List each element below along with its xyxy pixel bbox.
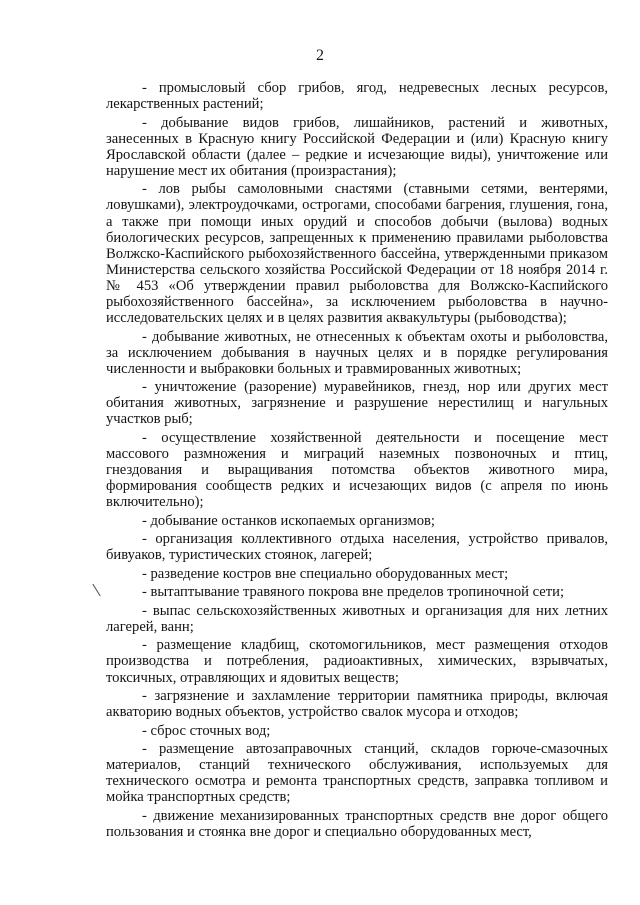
- stray-pen-mark: [92, 584, 100, 596]
- list-item-wastewater: - сброс сточных вод;: [142, 722, 271, 739]
- list-item-trampling: - вытаптывание травяного покрова вне пределов тропиночной сети;: [142, 584, 565, 601]
- list-item-campfires: - разведение костров вне специально оборудованных мест;: [142, 565, 509, 582]
- list-item-grazing: - выпас сельскохозяйственных животных и организация для них летних лагерей, ванн;: [106, 602, 608, 635]
- list-item-breeding-areas: - осуществление хозяйственной деятельности и посещение мест массового размножения и миграций наземных позвоночных и птиц, гнездования и выращивания потомства объектов животного мира, формирования сообществ редких и исчезающих видов (с апреля по июнь включительно);: [106, 429, 608, 511]
- list-item-animal-hunting: - добывание животных, не отнесенных к объектам охоты и рыболовства, за исключением добывания в научных целях и в порядке регулирования численности и выбраковки больных и травмированных животных;: [106, 328, 608, 377]
- list-item-littering: - загрязнение и захламление территории памятника природы, включая акваторию водных объектов, устройство свалок мусора и отходов;: [106, 688, 608, 721]
- list-item-fishing-gear: - лов рыбы самоловными снастями (ставными сетями, вентерями, ловушками), электроудочками, острогами, способами багрения, глушения, гона, а также при помощи иных орудий и способов добычи (вылова) водных биологических ресурсов, запрещенных к применению правилами рыболовства Волжско-Каспийского рыбохозяйственного бассейна, утвержденными приказом Министерства сельского хозяйства Российской Федерации от 18 ноября 2014 г. № 453 «Об утверждении правил рыболовства для Волжско-Каспийского рыбохозяйственного бассейна», за исключением рыболовства в научно-исследовательских целях и в целях развития аквакультуры (рыбоводства);: [106, 181, 608, 327]
- document-body: [106, 80, 608, 842]
- list-item-red-book-species: - добывание видов грибов, лишайников, растений и животных, занесенных в Красную книгу Российской Федерации и (или) Красную книгу Ярославской области (далее – редкие и исчезающие виды), уничтожение или нарушение мест их обитания (произрастания);: [106, 114, 608, 179]
- page-number: 2: [316, 47, 324, 64]
- list-item-waste-sites: - размещение кладбищ, скотомогильников, мест размещения отходов производства и потребления, радиоактивных, химических, взрывчатых, токсичных, отравляющих и ядовитых веществ;: [106, 637, 608, 686]
- list-item-vehicle-traffic: - движение механизированных транспортных средств вне дорог общего пользования и стоянка вне дорог и специально оборудованных мест,: [106, 807, 608, 840]
- list-item-camping: - организация коллективного отдыха населения, устройство привалов, бивуаков, туристических стоянок, лагерей;: [106, 531, 608, 564]
- list-item-mushroom-collection: - промысловый сбор грибов, ягод, недревесных лесных ресурсов, лекарственных растений;: [106, 80, 608, 113]
- list-item-habitat-destruction: - уничтожение (разорение) муравейников, гнезд, нор или других мест обитания животных, загрязнение и разрушение нерестилищ и нагульных участков рыб;: [106, 379, 608, 428]
- list-item-fossils: - добывание останков ископаемых организмов;: [142, 512, 435, 529]
- list-item-fuel-stations: - размещение автозаправочных станций, складов горюче-смазочных материалов, станций технического обслуживания, используемых для технического осмотра и ремонта транспортных средств, заправка топливом и мойка транспортных средств;: [106, 741, 608, 806]
